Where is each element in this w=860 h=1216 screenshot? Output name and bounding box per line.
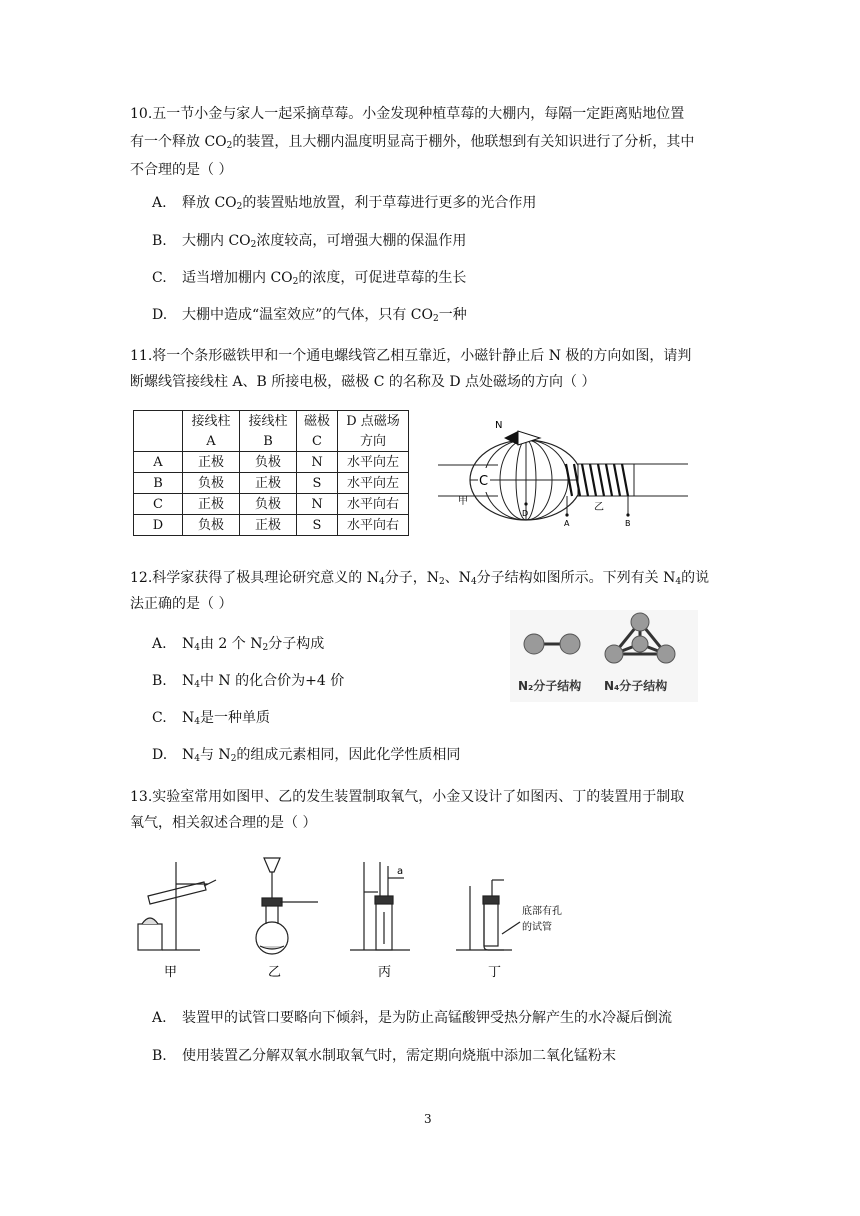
q12-option-c: C. $N_4$是一种单质 [152,710,270,727]
table-cell: S [297,515,338,536]
table-header: 方向 [338,431,409,452]
apparatus-figure [128,852,568,984]
table-cell: 负极 [240,494,297,515]
apparatus-bing-label: 丙 [378,965,392,980]
q10-option-c: C. 适当增加棚内 $CO_2$的浓度，可促进草莓的生长 [152,270,467,287]
n2-structure-label: N₂分子结构 [518,679,582,693]
table-cell: 正极 [240,515,297,536]
terminal-b-label: B [625,519,631,528]
q12-option-d: D. $N_4$与 $N_2$的组成元素相同，因此化学性质相同 [152,747,461,764]
table-row [134,473,409,494]
solenoid-yi-label: 乙 [594,502,604,513]
table-header: 接线柱 [240,411,297,432]
table-row [134,515,409,536]
table-cell: 负极 [183,473,240,494]
valve-a-label: a [397,866,404,877]
table-cell [134,411,183,452]
page-number: 3 [424,1112,432,1126]
table-cell: 正极 [183,452,240,473]
table-cell: S [297,473,338,494]
table-cell: A [134,452,183,473]
q10-option-b: B. 大棚内 $CO_2$浓度较高，可增强大棚的保温作用 [152,233,467,250]
pole-c-label: C [479,474,489,489]
note-line2: 的试管 [522,922,552,933]
q10-stem-line1: 10.五一节小金与家人一起采摘草莓。小金发现种植草莓的大棚内，每隔一定距离贴地位置 [130,106,685,122]
table-header: B [240,431,297,452]
table-header: 磁极 [297,411,338,432]
q12-stem-line1: 12.科学家获得了极具理论研究意义的 $N_4$分子，$N_2$、$N_4$分子结构如图所示。下列有关 $N_4$的说 [130,570,710,587]
molecule-structure-figure [510,610,698,702]
table-cell: B [134,473,183,494]
q12-stem-line2: 法正确的是（ ） [130,596,233,612]
q13-option-b: B. 使用装置乙分解双氧水制取氧气时，需定期向烧瓶中添加二氧化锰粉末 [152,1048,616,1064]
table-cell: 正极 [183,494,240,515]
needle-n-label: N [495,420,503,431]
table-cell: 水平向左 [338,452,409,473]
q12-option-a: A. $N_4$由 2 个 $N_2$分子构成 [152,636,325,653]
q10-option-a: A. 释放 $CO_2$的装置贴地放置，利于草莓进行更多的光合作用 [152,195,537,212]
table-header: 接线柱 [183,411,240,432]
note-line1: 底部有孔 [522,906,562,917]
table-header: A [183,431,240,452]
q11-stem-line2: 断螺线管接线柱 A、B 所接电极，磁极 C 的名称及 D 点处磁场的方向（ ） [130,374,596,390]
magnet-jia-label: 甲 [458,496,468,507]
point-d-label: D [522,509,529,518]
table-row [134,494,409,515]
table-cell: C [134,494,183,515]
q11-stem-line1: 11.将一个条形磁铁甲和一个通电螺线管乙相互靠近，小磁针静止后 N 极的方向如图，请判 [130,348,692,364]
apparatus-yi-label: 乙 [268,965,282,980]
q11-answer-table [133,410,409,536]
table-cell: 水平向右 [338,515,409,536]
table-cell: 正极 [240,473,297,494]
q10-option-d: D. 大棚中造成“温室效应”的气体，只有 $CO_2$一种 [152,307,467,324]
q13-option-a: A. 装置甲的试管口要略向下倾斜，是为防止高锰酸钾受热分解产生的水冷凝后倒流 [152,1010,672,1026]
q13-stem-line2: 氧气，相关叙述合理的是（ ） [130,815,317,831]
apparatus-ding-label: 丁 [488,965,502,980]
table-header: D 点磁场 [338,411,409,432]
apparatus-jia-label: 甲 [164,965,178,980]
table-cell: N [297,452,338,473]
q12-option-b: B. $N_4$中 N 的化合价为+4 价 [152,673,345,690]
q10-stem-line2: 有一个释放 $CO_2$的装置，且大棚内温度明显高于棚外，他联想到有关知识进行了分析，其中 [130,134,695,151]
table-cell: 水平向左 [338,473,409,494]
table-header: C [297,431,338,452]
q10-stem-line3: 不合理的是（ ） [130,162,233,178]
terminal-a-label: A [564,519,570,528]
table-cell: 负极 [183,515,240,536]
table-row [134,452,409,473]
table-row [134,411,409,432]
magnet-solenoid-figure [438,418,688,530]
n4-structure-label: N₄分子结构 [604,679,668,693]
table-cell: 水平向右 [338,494,409,515]
table-cell: D [134,515,183,536]
table-cell: 负极 [240,452,297,473]
q13-stem-line1: 13.实验室常用如图甲、乙的发生装置制取氧气，小金又设计了如图丙、丁的装置用于制取 [130,789,685,805]
table-cell: N [297,494,338,515]
